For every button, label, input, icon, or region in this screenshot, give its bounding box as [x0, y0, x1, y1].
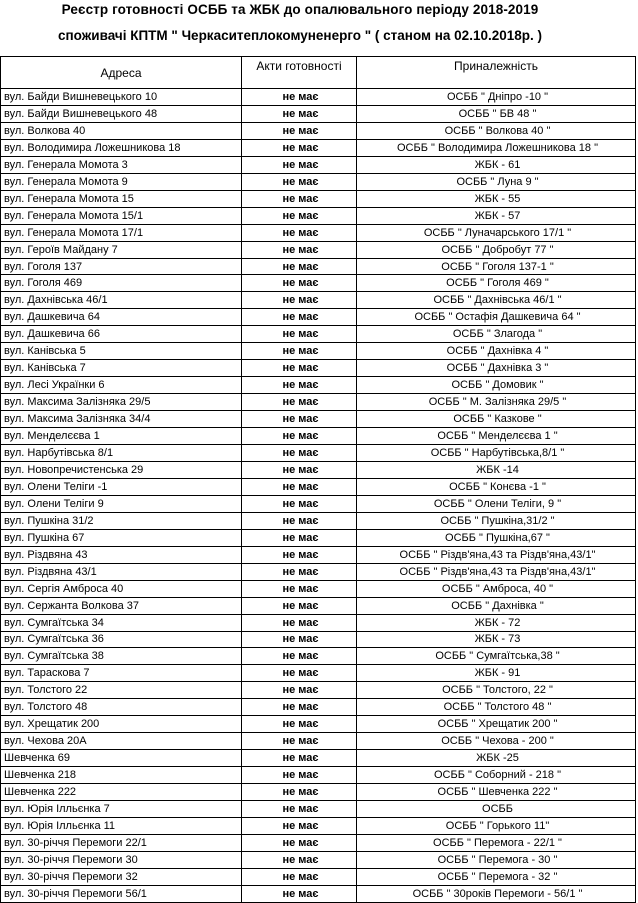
cell-status: не має [242, 597, 357, 614]
table-row [1, 156, 636, 173]
table-row [1, 733, 636, 750]
cell-status: не має [242, 258, 357, 275]
table-row [1, 885, 636, 902]
cell-address: вул. Пушкіна 67 [1, 529, 242, 546]
cell-status: не має [242, 292, 357, 309]
cell-status: не має [242, 445, 357, 462]
cell-address: вул. Толстого 22 [1, 682, 242, 699]
table-row [1, 801, 636, 818]
cell-address: вул. Байди Вишневецького 10 [1, 89, 242, 106]
cell-owner: ОСББ " Соборний - 218 " [357, 767, 636, 784]
cell-status: не має [242, 190, 357, 207]
cell-address: Шевченка 69 [1, 750, 242, 767]
cell-status: не має [242, 563, 357, 580]
table-row [1, 275, 636, 292]
registry-table [0, 56, 636, 903]
cell-owner: ОСББ " Перемога - 30 " [357, 851, 636, 868]
cell-address: вул. Володимира Ложешникова 18 [1, 139, 242, 156]
table-row [1, 597, 636, 614]
cell-address: вул. Гоголя 469 [1, 275, 242, 292]
header-address: Адреса [1, 57, 242, 89]
cell-status: не має [242, 546, 357, 563]
table-row [1, 445, 636, 462]
cell-status: не має [242, 156, 357, 173]
cell-address: Шевченка 222 [1, 784, 242, 801]
table-row [1, 868, 636, 885]
cell-address: Шевченка 218 [1, 767, 242, 784]
cell-status: не має [242, 580, 357, 597]
cell-status: не має [242, 309, 357, 326]
table-row [1, 411, 636, 428]
cell-address: вул. 30-річчя Перемоги 30 [1, 851, 242, 868]
cell-owner: ОСББ " Чехова - 200 " [357, 733, 636, 750]
header-acts: Акти готовності [242, 57, 357, 89]
cell-owner: ОСББ " Гоголя 469 " [357, 275, 636, 292]
table-row [1, 207, 636, 224]
cell-owner: ОСББ " М. Залізняка 29/5 " [357, 394, 636, 411]
cell-status: не має [242, 733, 357, 750]
table-row [1, 784, 636, 801]
cell-address: вул. Генерала Момота 15/1 [1, 207, 242, 224]
cell-owner: ОСББ " Дніпро -10 " [357, 89, 636, 106]
cell-status: не має [242, 868, 357, 885]
cell-address: вул. Олени Теліги 9 [1, 495, 242, 512]
cell-owner: ОСББ " Дахнівка 3 " [357, 360, 636, 377]
table-row [1, 495, 636, 512]
cell-status: не має [242, 614, 357, 631]
cell-status: не має [242, 885, 357, 902]
cell-owner: ОСББ " Злагода " [357, 326, 636, 343]
table-row [1, 122, 636, 139]
cell-address: вул. Чехова 20А [1, 733, 242, 750]
cell-address: вул. Максима Залізняка 34/4 [1, 411, 242, 428]
cell-address: вул. Тараскова 7 [1, 665, 242, 682]
table-row [1, 224, 636, 241]
table-row [1, 614, 636, 631]
cell-owner: ОСББ " Толстого 48 " [357, 699, 636, 716]
cell-address: вул. Юрія Ілльєнка 11 [1, 817, 242, 834]
cell-status: не має [242, 851, 357, 868]
cell-owner: ОСББ " Нарбутівська,8/1 " [357, 445, 636, 462]
table-row [1, 241, 636, 258]
cell-owner: ЖБК - 61 [357, 156, 636, 173]
table-row [1, 461, 636, 478]
header-row [1, 57, 636, 89]
table-row [1, 326, 636, 343]
cell-owner: ОСББ " Луначарського 17/1 " [357, 224, 636, 241]
table-row [1, 105, 636, 122]
table-row [1, 139, 636, 156]
table-row [1, 529, 636, 546]
cell-status: не має [242, 648, 357, 665]
cell-status: не має [242, 512, 357, 529]
document-subtitle: споживачі КПТМ " Черкаситеплокомуненерго " ( станом на 02.10.2018р. ) [58, 28, 542, 43]
cell-owner: ОСББ [357, 801, 636, 818]
cell-address: вул. 30-річчя Перемоги 32 [1, 868, 242, 885]
cell-address: вул. Дашкевича 66 [1, 326, 242, 343]
cell-address: вул. Сержанта Волкова 37 [1, 597, 242, 614]
cell-status: не має [242, 461, 357, 478]
table-row [1, 631, 636, 648]
document-title: Реєстр готовності ОСББ та ЖБК до опалювального періоду 2018-2019 [61, 2, 539, 17]
cell-address: вул. Різдвяна 43/1 [1, 563, 242, 580]
table-row [1, 428, 636, 445]
cell-address: вул. Генерала Момота 17/1 [1, 224, 242, 241]
cell-status: не має [242, 801, 357, 818]
cell-owner: ОСББ " Олени Теліги, 9 " [357, 495, 636, 512]
cell-address: вул. Хрещатик 200 [1, 716, 242, 733]
cell-status: не має [242, 411, 357, 428]
cell-owner: ОСББ " Конєва -1 " [357, 478, 636, 495]
cell-status: не має [242, 495, 357, 512]
cell-owner: ОСББ " Гоголя 137-1 " [357, 258, 636, 275]
cell-owner: ОСББ " Пушкіна,31/2 " [357, 512, 636, 529]
cell-status: не має [242, 173, 357, 190]
cell-status: не має [242, 122, 357, 139]
cell-status: не має [242, 275, 357, 292]
table-row [1, 716, 636, 733]
table-row [1, 546, 636, 563]
cell-owner: ОСББ " Володимира Ложешникова 18 " [357, 139, 636, 156]
cell-owner: ОСББ " Перемога - 32 " [357, 868, 636, 885]
cell-owner: ОСББ " Дахнівка 4 " [357, 343, 636, 360]
cell-owner: ОСББ " Дахнівка " [357, 597, 636, 614]
cell-address: вул. Гоголя 137 [1, 258, 242, 275]
cell-owner: ЖБК -25 [357, 750, 636, 767]
cell-address: вул. 30-річчя Перемоги 56/1 [1, 885, 242, 902]
table-row [1, 173, 636, 190]
cell-address: вул. Максима Залізняка 29/5 [1, 394, 242, 411]
cell-address: вул. Різдвяна 43 [1, 546, 242, 563]
cell-status: не має [242, 377, 357, 394]
table-row [1, 665, 636, 682]
cell-status: не має [242, 767, 357, 784]
cell-address: вул. Сумгаїтська 34 [1, 614, 242, 631]
cell-status: не має [242, 394, 357, 411]
cell-address: вул. Байди Вишневецького 48 [1, 105, 242, 122]
table-row [1, 292, 636, 309]
cell-status: не має [242, 665, 357, 682]
cell-owner: ОСББ " Пушкіна,67 " [357, 529, 636, 546]
cell-address: вул. Юрія Ілльєнка 7 [1, 801, 242, 818]
cell-status: не має [242, 784, 357, 801]
cell-owner: ОСББ " Перемога - 22/1 " [357, 834, 636, 851]
cell-owner: ОСББ " Толстого, 22 " [357, 682, 636, 699]
cell-owner: ОСББ " Остафія Дашкевича 64 " [357, 309, 636, 326]
header-owner: Принaлежність [357, 57, 636, 89]
cell-address: вул. Новопречистенська 29 [1, 461, 242, 478]
table-row [1, 682, 636, 699]
table-row [1, 699, 636, 716]
cell-owner: ОСББ " Горького 11" [357, 817, 636, 834]
cell-address: вул. Дашкевича 64 [1, 309, 242, 326]
cell-owner: ОСББ " БВ 48 " [357, 105, 636, 122]
cell-address: вул. Лесі Українки 6 [1, 377, 242, 394]
cell-status: не має [242, 716, 357, 733]
table-row [1, 190, 636, 207]
cell-address: вул. Канівська 7 [1, 360, 242, 377]
cell-address: вул. 30-річчя Перемоги 22/1 [1, 834, 242, 851]
cell-status: не має [242, 478, 357, 495]
cell-owner: ЖБК - 72 [357, 614, 636, 631]
cell-status: не має [242, 699, 357, 716]
cell-owner: ОСББ " Домовик " [357, 377, 636, 394]
cell-owner: ОСББ " Хрещатик 200 " [357, 716, 636, 733]
cell-owner: ЖБК -14 [357, 461, 636, 478]
cell-address: вул. Олени Теліги -1 [1, 478, 242, 495]
cell-status: не має [242, 207, 357, 224]
cell-owner: ОСББ " Дахнівська 46/1 " [357, 292, 636, 309]
cell-status: не має [242, 241, 357, 258]
cell-address: вул. Нарбутівська 8/1 [1, 445, 242, 462]
cell-status: не має [242, 105, 357, 122]
cell-status: не має [242, 817, 357, 834]
table-row [1, 394, 636, 411]
cell-address: вул. Сергія Амброса 40 [1, 580, 242, 597]
cell-address: вул. Генерала Момота 15 [1, 190, 242, 207]
cell-address: вул. Дахнівська 46/1 [1, 292, 242, 309]
cell-address: вул. Генерала Момота 9 [1, 173, 242, 190]
cell-status: не має [242, 529, 357, 546]
table-row [1, 89, 636, 106]
cell-address: вул. Героїв Майдану 7 [1, 241, 242, 258]
table-row [1, 360, 636, 377]
cell-address: вул. Канівська 5 [1, 343, 242, 360]
cell-address: вул. Толстого 48 [1, 699, 242, 716]
cell-owner: ЖБК - 57 [357, 207, 636, 224]
table-row [1, 377, 636, 394]
table-row [1, 750, 636, 767]
cell-owner: ОСББ " Добробут 77 " [357, 241, 636, 258]
cell-owner: ОСББ " Волкова 40 " [357, 122, 636, 139]
cell-status: не має [242, 428, 357, 445]
cell-status: не має [242, 89, 357, 106]
cell-owner: ОСББ " Казкове " [357, 411, 636, 428]
cell-owner: ОСББ " Луна 9 " [357, 173, 636, 190]
table-row [1, 309, 636, 326]
cell-address: вул. Пушкіна 31/2 [1, 512, 242, 529]
table-row [1, 834, 636, 851]
table-row [1, 343, 636, 360]
table-row [1, 851, 636, 868]
table-row [1, 648, 636, 665]
table-row [1, 512, 636, 529]
cell-address: вул. Сумгаїтська 38 [1, 648, 242, 665]
cell-status: не має [242, 139, 357, 156]
cell-address: вул. Менделєєва 1 [1, 428, 242, 445]
table-row [1, 258, 636, 275]
cell-owner: ОСББ " Менделєєва 1 " [357, 428, 636, 445]
table-row [1, 478, 636, 495]
cell-status: не має [242, 631, 357, 648]
cell-status: не має [242, 224, 357, 241]
cell-owner: ОСББ " Різдв'яна,43 та Різдв'яна,43/1" [357, 546, 636, 563]
cell-owner: ЖБК - 91 [357, 665, 636, 682]
cell-address: вул. Генерала Момота 3 [1, 156, 242, 173]
cell-status: не має [242, 343, 357, 360]
cell-owner: ЖБК - 55 [357, 190, 636, 207]
cell-status: не має [242, 360, 357, 377]
table-row [1, 580, 636, 597]
cell-status: не має [242, 682, 357, 699]
cell-owner: ОСББ " Амброса, 40 " [357, 580, 636, 597]
cell-owner: ОСББ " Сумгаїтська,38 " [357, 648, 636, 665]
cell-status: не має [242, 834, 357, 851]
table-row [1, 563, 636, 580]
table-row [1, 767, 636, 784]
cell-address: вул. Волкова 40 [1, 122, 242, 139]
cell-status: не має [242, 326, 357, 343]
cell-status: не має [242, 750, 357, 767]
table-row [1, 817, 636, 834]
cell-owner: ЖБК - 73 [357, 631, 636, 648]
cell-owner: ОСББ " Шевченка 222 " [357, 784, 636, 801]
cell-address: вул. Сумгаїтська 36 [1, 631, 242, 648]
cell-owner: ОСББ " 30років Перемоги - 56/1 " [357, 885, 636, 902]
cell-owner: ОСББ " Різдв'яна,43 та Різдв'яна,43/1" [357, 563, 636, 580]
